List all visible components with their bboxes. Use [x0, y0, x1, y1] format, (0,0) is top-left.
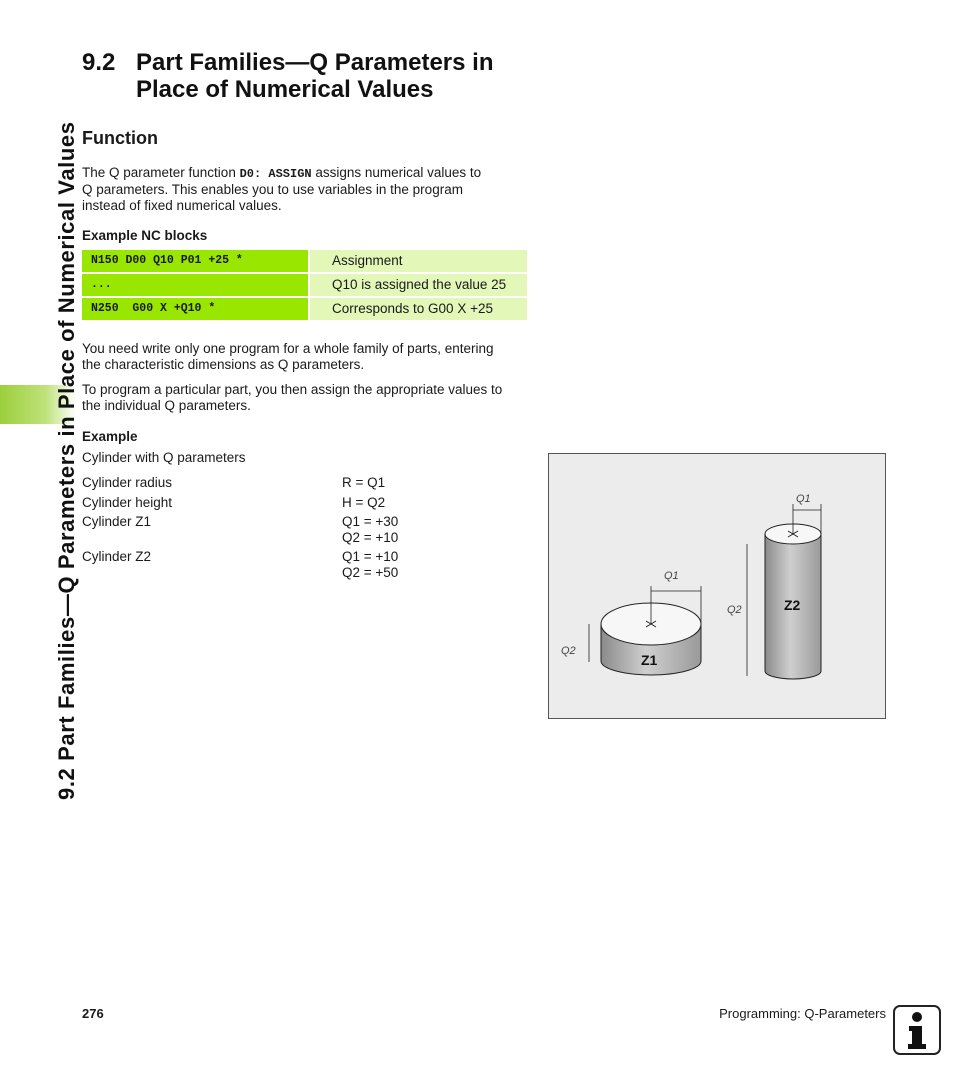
- q1-label: Q1: [664, 570, 679, 582]
- page-number: 276: [82, 1006, 104, 1021]
- page-title: [82, 49, 494, 103]
- q2-label: Q2: [727, 604, 742, 616]
- intro-text: The Q parameter function: [82, 165, 240, 180]
- p2-line-2: the individual Q parameters.: [82, 398, 251, 413]
- example-subtitle: Cylinder with Q parameters: [82, 450, 246, 465]
- cylinder-z1: [561, 570, 701, 675]
- nc-desc: Q10 is assigned the value 25: [310, 274, 527, 296]
- cylinder-z2: [727, 493, 821, 679]
- example-value: Q1 = +10: [342, 549, 399, 564]
- paragraph-assign: [82, 382, 532, 414]
- nc-desc: Assignment: [310, 250, 527, 272]
- z2-label: Z2: [784, 597, 801, 613]
- z1-label: Z1: [641, 652, 658, 668]
- example-label: Cylinder Z2: [82, 549, 152, 564]
- example-value: Q1 = +30: [342, 514, 399, 529]
- title-line-1: Part Families—Q Parameters in: [136, 49, 494, 76]
- q2-label: Q2: [561, 645, 576, 657]
- nc-code: N250 G00 X +Q10 *: [82, 298, 308, 320]
- example-value: R = Q1: [342, 475, 386, 490]
- title-line-2: Place of Numerical Values: [136, 76, 434, 103]
- example-value: Q2 = +10: [342, 530, 399, 545]
- intro-line-3: instead of fixed numerical values.: [82, 198, 282, 213]
- p2-line-1: To program a particular part, you then assign the appropriate values to: [82, 382, 503, 397]
- info-icon: [893, 1005, 941, 1055]
- nc-desc: Corresponds to G00 X +25: [310, 298, 527, 320]
- p1-line-1: You need write only one program for a whole family of parts, entering: [82, 341, 494, 356]
- example-heading: Example: [82, 429, 138, 444]
- nc-blocks-heading: Example NC blocks: [82, 228, 208, 243]
- footer-chapter: Programming: Q-Parameters: [719, 1006, 886, 1021]
- nc-code: N150 D00 Q10 P01 +25 *: [82, 250, 308, 272]
- example-label: Cylinder radius: [82, 475, 173, 490]
- function-heading: Function: [82, 128, 158, 148]
- function-intro: [82, 165, 532, 214]
- nc-row: [82, 274, 527, 296]
- example-label: Cylinder height: [82, 495, 173, 510]
- nc-row: [82, 298, 527, 320]
- section-number: 9.2: [82, 49, 116, 76]
- example-label: Cylinder Z1: [82, 514, 152, 529]
- intro-line-2: Q parameters. This enables you to use variables in the program: [82, 182, 463, 197]
- example-value: Q2 = +50: [342, 565, 399, 580]
- cylinder-illustration: [549, 454, 885, 718]
- example-value: H = Q2: [342, 495, 386, 510]
- p1-line-2: the characteristic dimensions as Q parameters.: [82, 357, 365, 372]
- intro-text-after: assigns numerical values to: [311, 165, 482, 180]
- nc-row: [82, 250, 527, 272]
- q1-label: Q1: [796, 493, 811, 505]
- nc-code: ...: [82, 274, 308, 296]
- cylinder-figure: [548, 453, 886, 719]
- sidebar-title: 9.2 Part Families—Q Parameters in Place of Numerical Values: [54, 121, 79, 800]
- paragraph-family: [82, 341, 532, 373]
- nc-blocks-table: [82, 250, 527, 322]
- intro-code: D0: ASSIGN: [239, 167, 312, 181]
